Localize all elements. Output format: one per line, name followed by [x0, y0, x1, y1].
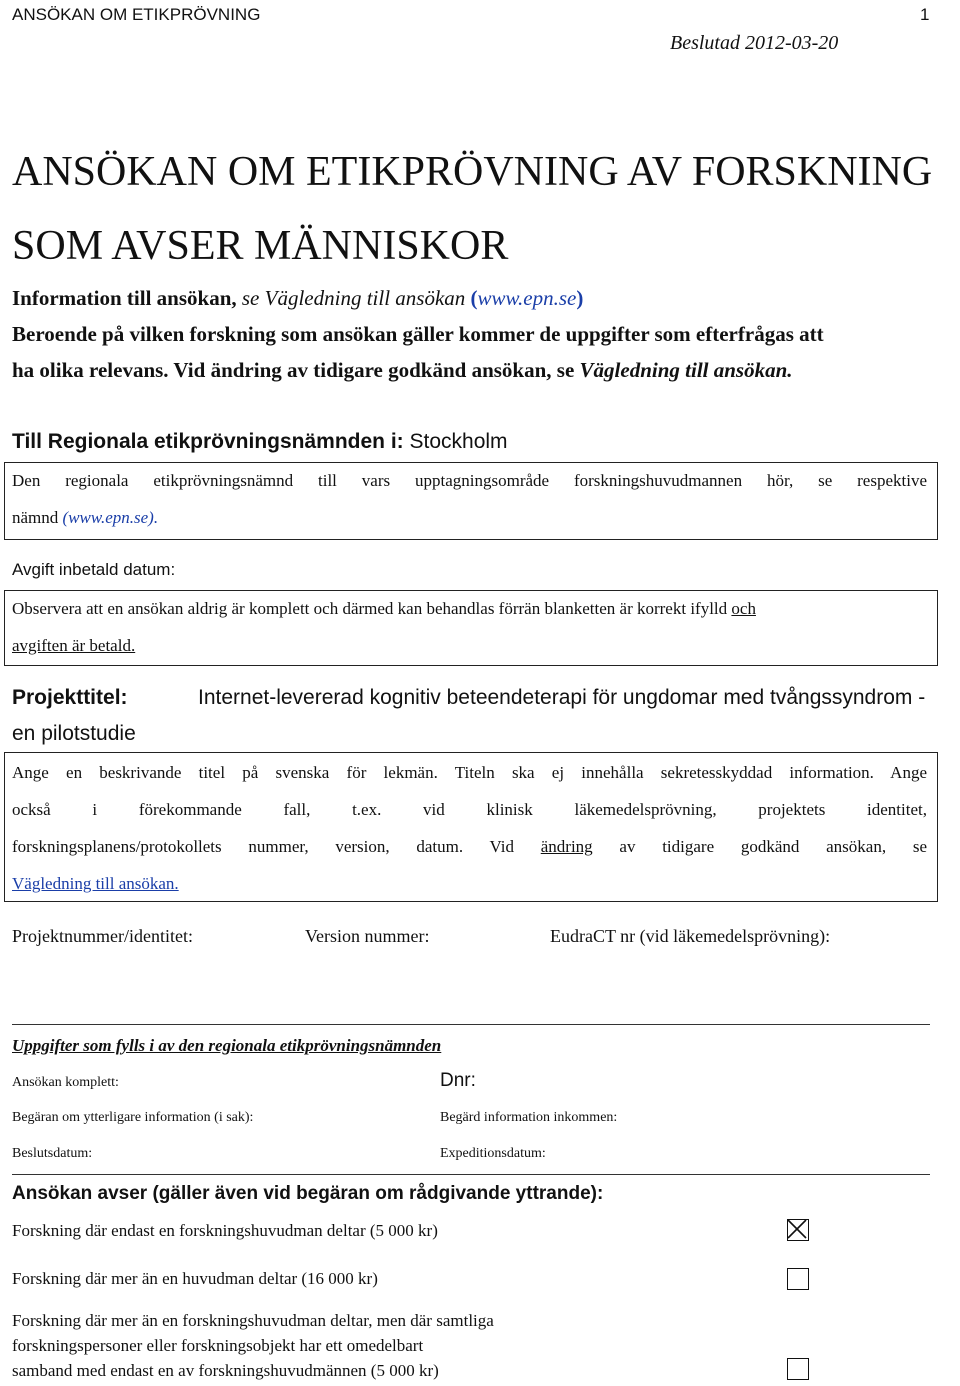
guidance-line-3-suffix: av tidigare godkänd ansökan, se: [592, 837, 927, 856]
option-3-label-line-3: samband med endast en av forskningshuvudmännen (5 000 kr): [12, 1361, 439, 1380]
version-number-label: Version nummer:: [305, 926, 430, 946]
application-heading: Ansökan avser (gäller även vid begäran om rådgivande yttrande):: [12, 1183, 604, 1204]
header-title: ANSÖKAN OM ETIKPRÖVNING: [12, 5, 261, 24]
intro-se: se: [241, 286, 260, 310]
board-info-line-2: [12, 508, 158, 528]
check-x-icon: [786, 1218, 808, 1240]
project-title-value-line-2[interactable]: en pilotstudie: [12, 722, 136, 745]
fee-paid-date-label: Avgift inbetald datum:: [12, 560, 176, 579]
board-section-heading: Uppgifter som fylls i av den regionala etikprövningsnämnden: [12, 1036, 442, 1055]
intro-line-3: [12, 358, 793, 383]
option-1-checkbox[interactable]: [787, 1219, 809, 1241]
guidance-line-3: [12, 837, 927, 857]
request-info-label: Begäran om ytterligare information (i sak):: [12, 1110, 254, 1125]
project-title-value-line-1[interactable]: Internet-levererad kognitiv beteendeterapi för ungdomar med tvångssyndrom -: [198, 686, 926, 709]
board-info-box: [4, 462, 938, 540]
info-received-label: Begärd information inkommen:: [440, 1110, 618, 1125]
intro-link-open: (: [470, 286, 478, 310]
option-3-label-line-1: Forskning där mer än en forskningshuvudman deltar, men där samtliga: [12, 1311, 494, 1330]
decision-date-label: Beslutsdatum:: [12, 1146, 93, 1161]
intro-link-close: ): [576, 286, 584, 310]
guidance-line-2: också i förekommande fall, t.ex. vid klinisk läkemedelsprövning, projektets identitet,: [12, 800, 927, 819]
intro-line-2: Beroende på vilken forskning som ansökan gäller kommer de uppgifter som efterfrågas att: [12, 322, 824, 346]
decision-date: Beslutad 2012-03-20: [670, 32, 839, 54]
notice-line-1: [12, 599, 756, 619]
project-title-label: Projekttitel:: [12, 686, 128, 709]
notice-line-2: avgiften är betald.: [12, 636, 136, 655]
page-number: 1: [920, 5, 930, 24]
option-1-label: Forskning där endast en forskningshuvudman deltar (5 000 kr): [12, 1221, 438, 1240]
board-label: Till Regionala etikprövningsnämnden i:: [12, 430, 404, 453]
application-complete-label: Ansökan komplett:: [12, 1075, 119, 1090]
document-title-line-2: SOM AVSER MÄNNISKOR: [12, 223, 509, 269]
section-divider-top: [12, 1024, 930, 1025]
option-2-checkbox[interactable]: [787, 1268, 809, 1290]
section-divider-bottom: [12, 1174, 930, 1175]
guidance-line-3-prefix: forskningsplanens/protokollets nummer, version, datum. Vid: [12, 837, 541, 856]
option-3-checkbox[interactable]: [787, 1358, 809, 1380]
board-value[interactable]: Stockholm: [403, 430, 508, 453]
dnr-label: Dnr:: [440, 1070, 476, 1091]
intro-guide-ref-2: Vägledning till ansökan.: [579, 358, 793, 382]
board-info-nämnd: nämnd: [12, 508, 63, 527]
epn-link[interactable]: www.epn.se: [477, 286, 577, 310]
option-3-label-line-2: forskningspersoner eller forskningsobjekt har ett omedelbart: [12, 1336, 424, 1355]
eudract-label: EudraCT nr (vid läkemedelsprövning):: [550, 926, 831, 946]
guidance-line-1: Ange en beskrivande titel på svenska för lekmän. Titeln ska ej innehålla sekretesskyddad information. Ange: [12, 763, 927, 782]
notice-text: Observera att en ansökan aldrig är komplett och därmed kan behandlas förrän blanketten är korrekt ifylld: [12, 599, 732, 618]
intro-line-3-text: ha olika relevans. Vid ändring av tidigare godkänd ansökan, se: [12, 358, 580, 382]
intro-line-1: [12, 286, 583, 311]
option-2-label: Forskning där mer än en huvudman deltar (16 000 kr): [12, 1269, 378, 1288]
title-guidance-box: [4, 752, 938, 902]
intro-guide-ref: Vägledning till ansökan: [264, 286, 466, 310]
intro-info-text: Information till ansökan,: [12, 286, 242, 310]
notice-underlined: och: [731, 599, 756, 618]
dispatch-date-label: Expeditionsdatum:: [440, 1146, 546, 1161]
board-info-link[interactable]: (www.epn.se).: [62, 508, 159, 527]
board-field: [12, 430, 508, 454]
guidance-link[interactable]: Vägledning till ansökan.: [12, 874, 179, 893]
project-number-label: Projektnummer/identitet:: [12, 926, 193, 946]
document-title-line-1: ANSÖKAN OM ETIKPRÖVNING AV FORSKNING: [12, 149, 933, 195]
board-info-line-1: Den regionala etikprövningsnämnd till vars upptagningsområde forskningshuvudmannen hör, se respektive: [12, 471, 927, 490]
notice-box: [4, 590, 938, 666]
guidance-underlined: ändring: [540, 837, 593, 856]
